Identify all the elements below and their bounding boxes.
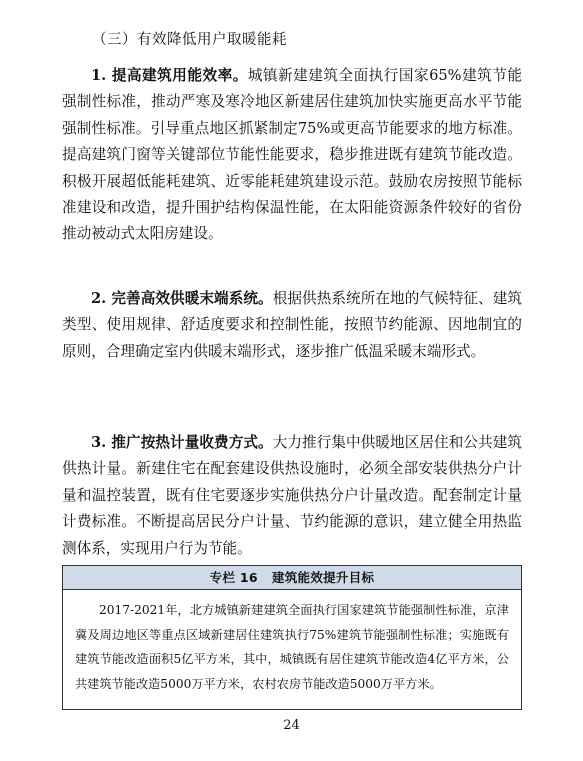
- section-heading: （三）有效降低用户取暖能耗: [92, 32, 287, 48]
- column-box: [62, 565, 522, 710]
- column-box-body: 2017-2021年，北方城镇新建建筑全面执行国家建筑节能强制性标准，京津冀及周边地区等重点区域新建居住建筑执行75%建筑节能强制性标准；实施既有建筑节能改造面积5亿平方米，其中，城镇既有居住建筑节能改造4亿平方米，公共建筑节能改造5000万平方米，农村农房节能改造5000万平方米。: [75, 603, 509, 691]
- paragraph-lead: 1. 提高建筑用能效率。: [91, 67, 248, 84]
- paragraph-building-efficiency: [62, 63, 522, 248]
- paragraph-heat-metering: [62, 430, 522, 562]
- column-box-title: 建筑能效提升目标: [271, 570, 375, 585]
- column-box-label: 专栏 16: [209, 570, 258, 585]
- page-number: 24: [283, 718, 300, 733]
- paragraph-lead: 3. 推广按热计量收费方式。: [91, 434, 273, 451]
- paragraph-lead: 2. 完善高效供暖末端系统。: [91, 290, 273, 307]
- paragraph-text: 根据供热系统所在地的气候特征、建筑类型、使用规律、舒适度要求和控制性能，按照节约能源、因地制宜的原则，合理确定室内供暖末端形式，逐步推广低温采暖末端形式。: [62, 290, 522, 360]
- paragraph-heating-terminal: [62, 286, 522, 365]
- paragraph-text: 大力推行集中供暖地区居住和公共建筑供热计量。新建住宅在配套建设供热设施时，必须全部安装供热分户计量和温控装置，既有住宅要逐步实施供热分户计量改造。配套制定计量计费标准。不断提高居民分户计量、节约能源的意识，建立健全用热监测体系，实现用户行为节能。: [62, 434, 522, 557]
- paragraph-text: 城镇新建建筑全面执行国家65%建筑节能强制性标准，推动严寒及寒冷地区新建居住建筑加快实施更高水平节能强制性标准。引导重点地区抓紧制定75%或更高节能要求的地方标准。提高建筑门窗等关键部位节能性能要求，稳步推进既有建筑节能改造。积极开展超低能耗建筑、近零能耗建筑建设示范。鼓励农房按照节能标准建设和改造，提升围护结构保温性能，在太阳能资源条件较好的省份推动被动式太阳房建设。: [62, 67, 522, 243]
- column-box-header: [63, 566, 521, 590]
